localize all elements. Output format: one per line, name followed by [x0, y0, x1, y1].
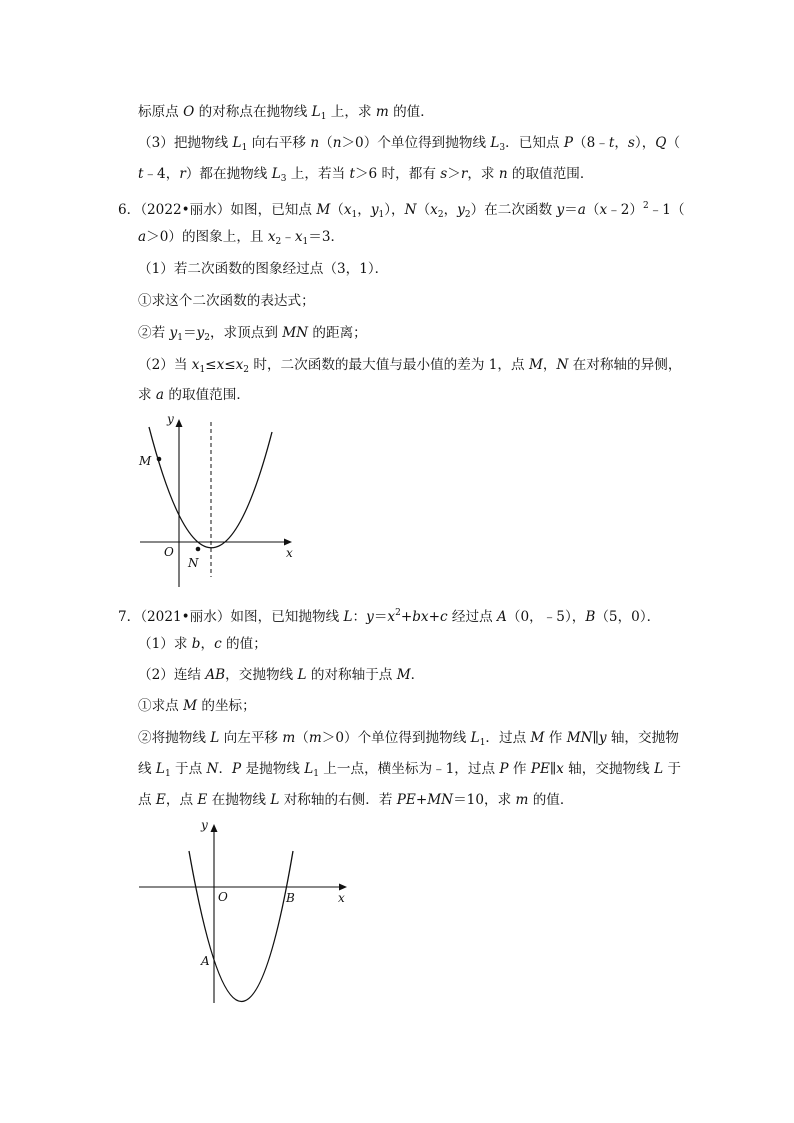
p7-q2b-line1: ②将抛物线 L 向左平移 m（m＞0）个单位得到抛物线 $L_1$．过点 M 作 MN∥y 轴，交抛物	[138, 730, 679, 748]
p7-q2b-line3: 点 E，点 E 在抛物线 L 对称轴的右侧．若 PE+MN＝10，求 m 的值．	[138, 792, 574, 808]
fig1-label-n: N	[188, 556, 199, 570]
p7-q2: （2）连结 AB，交抛物线 L 的对称轴于点 M．	[138, 667, 425, 683]
fig2-parabola	[189, 851, 293, 1002]
p7-q2b-line2: 线 $L_1$ 于点 N．P 是抛物线 $L_1$ 上一点，横坐标为﹣1，过点 P 作 PE∥x 轴，交抛物线 L 于	[138, 761, 682, 779]
p7-q1: （1）求 b，c 的值；	[138, 636, 267, 652]
fig1-label-o: O	[164, 545, 174, 559]
fig1-label-y: y	[167, 412, 174, 426]
p7-heading: 7．（2021•丽水）如图，已知抛物线 L：$y=x^2+bx+c$ 经过点 A（0，﹣5），B（5，0）．	[118, 608, 661, 625]
p6-q2-line1: （2）当 $x_1\le x\le x_2$ 时，二次函数的最大值与最小值的差为 1，点 M，N 在对称轴的异侧，	[138, 357, 682, 375]
fig1-label-x: x	[286, 546, 293, 560]
p6-heading-line2: a＞0）的图象上，且 $x_2﹣x_1=3$．	[138, 229, 345, 247]
fig1-point-m	[157, 457, 162, 462]
p5-q3-line2: t﹣4，r）都在抛物线 $L_3$ 上，若当 t＞6 时，都有 s＞r，求 n 的取值范围．	[138, 166, 594, 184]
fig2-label-o: O	[218, 890, 228, 904]
fig2-label-b: B	[286, 891, 295, 905]
fig1-point-n	[196, 547, 201, 552]
fig2-x-arrow	[339, 884, 347, 891]
p6-q1a: ①求这个二次函数的表达式；	[138, 293, 315, 309]
p6-heading-line1: 6．（2022•丽水）如图，已知点 $M(x_1$，$y_1$），$N(x_2$，$y_2$）在二次函数 y＝a（x﹣2）$^2$﹣1（	[118, 201, 685, 220]
p6-q2-line2: 求 a 的取值范围．	[138, 387, 250, 403]
p5-end-line: 标原点 O 的对称点在抛物线 $L_1$ 上，求 m 的值．	[138, 104, 434, 122]
fig2-label-a: A	[201, 954, 210, 968]
p6-q1: （1）若二次函数的图象经过点（3，1）．	[138, 261, 389, 277]
fig2-label-y: y	[201, 818, 208, 832]
p7-q2a: ①求点 M 的坐标；	[138, 698, 256, 714]
p5-q3-line1: （3）把抛物线 $L_1$ 向右平移 n（n＞0）个单位得到抛物线 $L_3$．已知点 P（8﹣t，s），Q（	[138, 135, 681, 153]
fig2-y-arrow	[211, 824, 218, 832]
fig1-parabola	[149, 427, 272, 548]
p6-q1b: ②若 $y_1=y_2$，求顶点到 MN 的距离；	[138, 325, 367, 343]
fig1-y-arrow	[176, 419, 183, 427]
fig1-x-arrow	[284, 539, 292, 546]
fig1-label-m: M	[139, 454, 152, 468]
fig2-label-x: x	[338, 891, 345, 905]
